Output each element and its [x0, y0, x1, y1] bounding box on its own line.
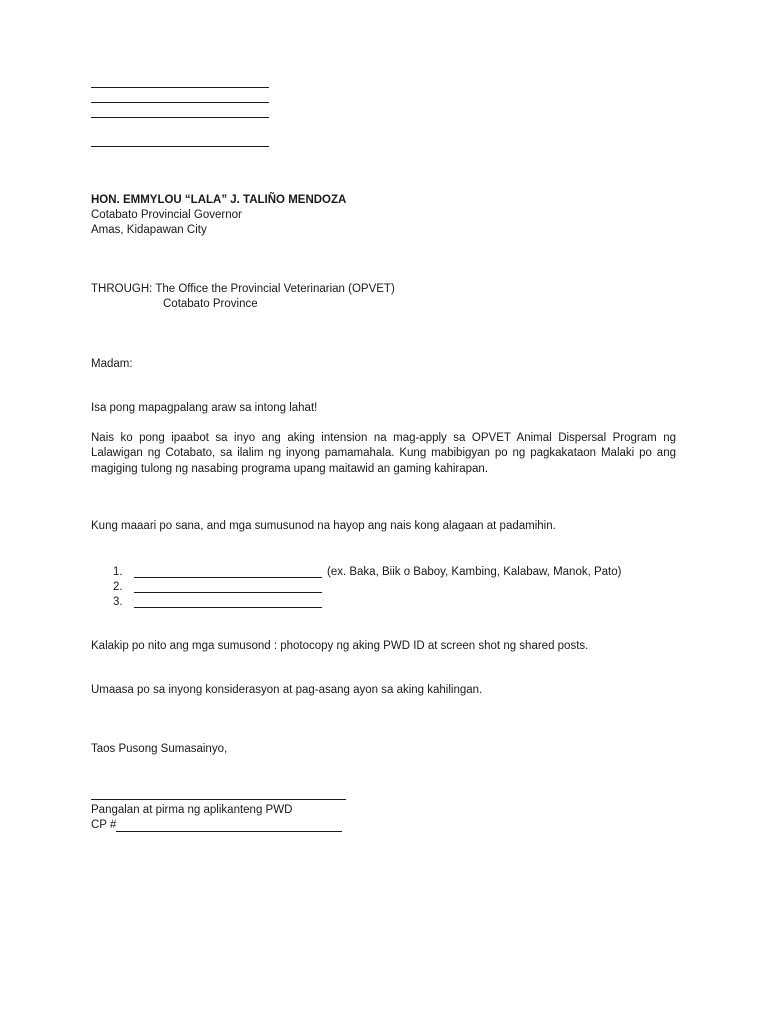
list-item-blank-3[interactable] — [134, 607, 322, 608]
sender-blank-line-2[interactable] — [91, 102, 269, 103]
sender-blank-line-3[interactable] — [91, 117, 269, 118]
closing: Taos Pusong Sumasainyo, — [91, 743, 228, 755]
list-item-note: (ex. Baka, Biik o Baboy, Kambing, Kalabaw, Manok, Pato) — [327, 566, 622, 578]
attachment-paragraph: Kalakip po nito ang mga sumusond : photocopy ng aking PWD ID at screen shot ng shared posts. — [91, 640, 589, 652]
signature-line[interactable] — [91, 799, 346, 800]
salutation: Madam: — [91, 358, 133, 370]
signature-label: Pangalan at pirma ng aplikanteng PWD — [91, 804, 293, 816]
cp-label: CP # — [91, 819, 117, 831]
list-item-blank-2[interactable] — [134, 592, 322, 593]
recipient-name: HON. EMMYLOU “LALA” J. TALIÑO MENDOZA — [91, 194, 347, 206]
list-item-blank-1[interactable] — [134, 577, 322, 578]
request-line: Kung maaari po sana, and mga sumusunod na hayop ang nais kong alagaan at padamihin. — [91, 520, 556, 532]
date-blank-line[interactable] — [91, 146, 269, 147]
list-item-number-3: 3. — [113, 596, 123, 608]
sender-blank-line-1[interactable] — [91, 87, 269, 88]
through-line-2: Cotabato Province — [163, 298, 258, 310]
through-line-1: THROUGH: The Office the Provincial Veterinarian (OPVET) — [91, 283, 395, 295]
recipient-address: Amas, Kidapawan City — [91, 224, 207, 236]
list-item-number-1: 1. — [113, 566, 123, 578]
closing-request: Umaasa po sa inyong konsiderasyon at pag-asang ayon sa aking kahilingan. — [91, 684, 483, 696]
cp-number-line[interactable] — [116, 831, 342, 832]
greeting: Isa pong mapagpalang araw sa intong lahat! — [91, 402, 318, 414]
body-paragraph: Nais ko pong ipaabot sa inyo ang aking intension na mag-apply sa OPVET Animal Dispersal Program ng Lalawigan ng Cotabato, sa ilalim ng inyong pamamahala. Kung mabibigyan po ng pagkakataon Malaki po ang magiging tulong ng nasabing programa upang maitawid an gaming kahirapan. — [91, 432, 676, 475]
recipient-title: Cotabato Provincial Governor — [91, 209, 242, 221]
list-item-number-2: 2. — [113, 581, 123, 593]
